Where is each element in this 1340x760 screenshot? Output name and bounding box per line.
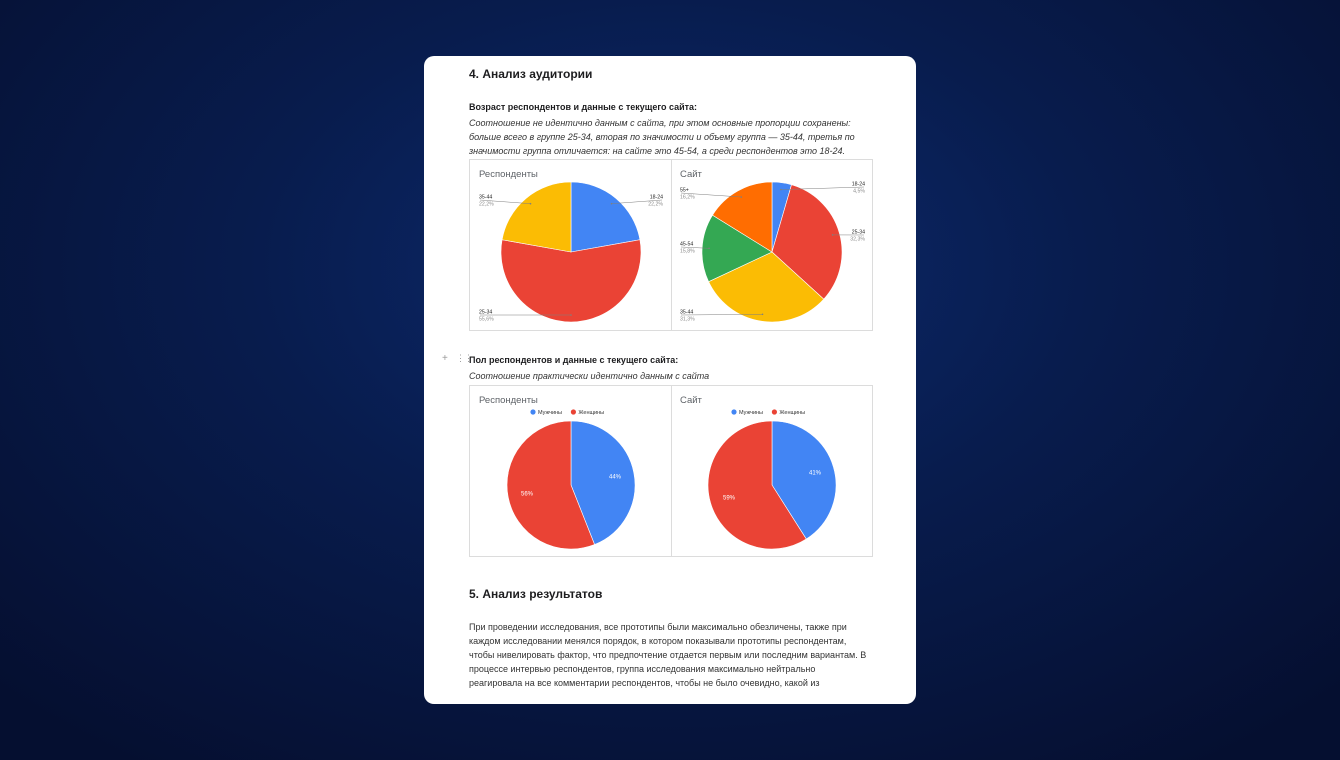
- callout-label-1-25-34: 25-34: [851, 229, 865, 236]
- callout-label-0-18-24: 18-24: [649, 194, 663, 201]
- pie-slice-0-35-44: [502, 182, 571, 252]
- callout-label-0-35-44: 35-44: [479, 194, 493, 201]
- age-subtitle: Возраст респондентов и данные с текущего сайта:: [469, 102, 698, 112]
- data-label-3-мужчины: 41%: [808, 470, 822, 477]
- chart-title-1: Сайт: [680, 169, 702, 180]
- gender-subtitle: Пол респондентов и данные с текущего сайта:: [469, 355, 679, 365]
- age-charts-frame: [469, 159, 873, 331]
- section-5-heading: 5. Анализ результатов: [469, 587, 603, 601]
- legend-swatch-3-женщины: [772, 409, 777, 414]
- legend-label-2-женщины: Женщины: [578, 410, 605, 416]
- callout-value-1-25-34: 32,3%: [850, 236, 865, 243]
- chart-title-0: Респонденты: [479, 169, 538, 180]
- legend-swatch-2-женщины: [571, 409, 576, 414]
- callout-dot-0-35-44: [530, 203, 532, 205]
- callout-value-1-18-24: 4,5%: [853, 188, 865, 195]
- age-charts: [470, 160, 874, 332]
- chart-title-3: Сайт: [680, 395, 702, 406]
- data-label-2-женщины: 56%: [520, 491, 534, 498]
- callout-label-1-45-54: 45-54: [680, 241, 694, 248]
- document-card: [424, 56, 916, 704]
- data-label-2-мужчины: 44%: [608, 474, 622, 481]
- legend-swatch-2-мужчины: [530, 409, 535, 414]
- callout-label-1-55-: 55+: [680, 187, 689, 194]
- gender-charts-frame: [469, 385, 873, 557]
- legend-label-3-мужчины: Мужчины: [739, 410, 764, 416]
- callout-value-0-18-24: 22,2%: [648, 201, 663, 208]
- callout-dot-0-18-24: [611, 203, 613, 205]
- gender-note: Соотношение практически идентично данным с сайта: [469, 371, 710, 381]
- add-block-icon[interactable]: +: [442, 353, 448, 364]
- callout-value-1-55-: 16,2%: [680, 194, 695, 201]
- section-4-heading: 4. Анализ аудитории: [469, 67, 593, 81]
- callout-value-0-25-34: 55,6%: [479, 316, 494, 323]
- drag-handle-icon[interactable]: ⋮⋮: [456, 353, 472, 363]
- data-label-3-женщины: 59%: [722, 495, 736, 502]
- legend-label-2-мужчины: Мужчины: [538, 410, 563, 416]
- callout-value-0-35-44: 22,2%: [479, 201, 494, 208]
- callout-value-1-45-54: 15,8%: [680, 248, 695, 255]
- callout-dot-0-25-34: [570, 314, 572, 316]
- age-note: Соотношение не идентично данным с сайта, при этом основные пропорции сохранены: больше всего в группе 25-34, вторая по значимости и объему группа — 35-44, третья по значимости группа отличается: на сайте это 45-54, а среди респондентов это 18-24.: [469, 118, 855, 156]
- callout-label-0-25-34: 25-34: [479, 309, 493, 316]
- callout-dot-1-45-54: [708, 248, 710, 250]
- callout-label-1-18-24: 18-24: [851, 181, 865, 188]
- callout-value-1-35-44: 31,3%: [680, 316, 695, 323]
- callout-dot-1-18-24: [780, 189, 782, 191]
- chart-title-2: Респонденты: [479, 395, 538, 406]
- legend-swatch-3-мужчины: [731, 409, 736, 414]
- section-5-text: При проведении исследования, все прототипы были максимально обезличены, также при каждом исследовании менялся порядок, в котором показывали прототипы респондентам, чтобы нивелировать фактор, что предпочтение отдается первым или последним вариантам. В процессе интервью респондентов, группа исследования максимально нейтрально реагировала на все комментарии респондентов, чтобы не было очевидно, какой из: [469, 622, 867, 688]
- callout-label-1-35-44: 35-44: [680, 309, 694, 316]
- callout-dot-1-55-: [741, 196, 743, 198]
- callout-dot-1-25-34: [832, 234, 834, 236]
- callout-dot-1-35-44: [762, 314, 764, 316]
- gender-charts: [470, 386, 874, 558]
- legend-label-3-женщины: Женщины: [779, 410, 806, 416]
